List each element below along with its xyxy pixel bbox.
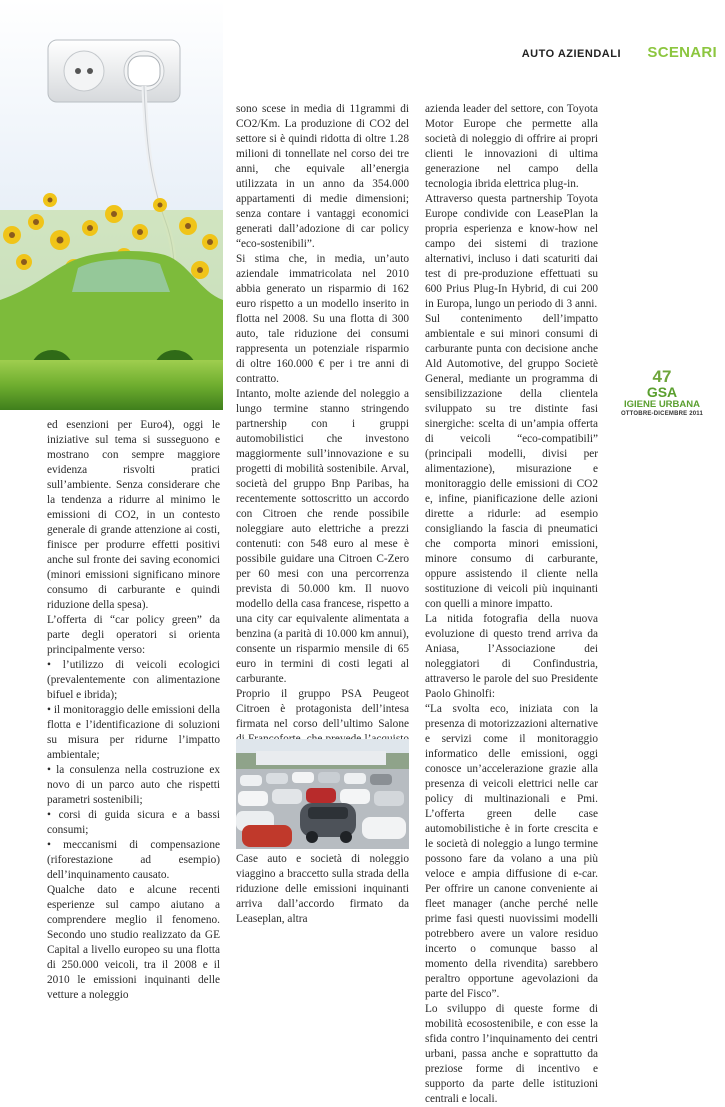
page-header: [305, 44, 725, 68]
page-number: 47: [652, 367, 672, 386]
magazine-logo-name: IGIENE URBANA: [623, 399, 700, 410]
paragraph: ed esenzioni per Euro4), oggi le iniziative sul tema si susseguono e mostrano con sempre maggiore evidenza risvolti pratici sull’ambiente. Senza considerare che la tendenza a ridurre al minimo le emissioni di CO2, in un contesto generale di grande attenzione ai costi, finisce per produrre effetti positivi anche sul fronte dei saving economici (minori emissioni significano minore consumo di carburante e quindi riduzione della spesa).: [47, 419, 220, 611]
paragraph: “La svolta eco, iniziata con la presenza di motorizzazioni alternative e servizi come il monitoraggio informatico delle emissioni, oggi conosce un’accelerazione grazie alla presenza di veicoli elettrici nelle car policy di multinazionali e Pmi. L’offerta green delle case automobilistiche è in forte crescita e le società di noleggio a lungo termine possono fare da volano a una più veloce e ampia diffusione di e-car. Per offrire un canone conveniente ai fleet manager (anche perché nelle prime fasi questi nuovissimi modelli potrebbero avere un valore residuo incerto o comunque basso al momento della rivendita) sarebbero peraltro opportune agevolazioni da parte del Fisco”.: [425, 703, 598, 1000]
issue-date: OTTOBRE-DICEMBRE 2011: [620, 411, 704, 417]
paragraph: sono scese in media di 11grammi di CO2/Km. La produzione di CO2 del settore si è quindi ridotta di oltre 1.28 milioni di tonnellate nel corso dei tre anni, che equivale all’energia utilizzata in un anno da 354.000 appartamenti di medie dimensioni; senza contare i vantaggi economici generati dall’adozione di car policy “eco-sostenibili”.: [236, 103, 409, 250]
bullet-item: • meccanismi di compensazione (riforestazione ad esempio) dell’inquinamento causato.: [47, 839, 220, 881]
plug-car-graphic: [0, 0, 223, 410]
paragraph: Sul contenimento dell’impatto ambientale e sui minori consumi di carburante punta con decisione anche Ald Automotive, del gruppo Societè General, mediante un programma di sensibilizzazione della clientela sviluppato su tre distinte fasi sinergiche: scelta di un’ampia offerta di veicoli “eco-compatibili” (principali modelli, divisi per alimentazione), misurazione e monitoraggio delle emissioni di CO2 e, infine, pianificazione delle azioni dirette a ridurle: ad esempio consigliando la fascia di pneumatici che comporta minori emissioni, minore consumo di carburante, oppure assistendo il cliente nella sostituzione di veicoli più inquinanti con quelli a minore impatto.: [425, 313, 598, 610]
section-label: AUTO AZIENDALI: [521, 48, 621, 60]
magazine-logo-gsa: GSA: [646, 384, 678, 400]
category-label: SCENARI: [647, 44, 717, 61]
folio: [607, 368, 717, 418]
bullet-item: • il monitoraggio delle emissioni della flotta e l’identificazione di soluzioni su misura per ridurne l’impatto ambientale;: [47, 704, 220, 761]
text-column-1: [47, 418, 220, 1003]
paragraph: Lo sviluppo di queste forme di mobilità ecosostenibile, e con esse la sfida contro l’inquinamento dei centri urbani, passa anche e soprattutto da preziose forme di incentivo e supporto da parte delle istituzioni centrali e locali.: [425, 1003, 598, 1105]
paragraph: azienda leader del settore, con Toyota Motor Europe che permette alla società di noleggio di offrire ai propri clienti le innovazioni di ultima generazione nel campo della tecnologia ibrida elettrica plug-in.: [425, 103, 598, 190]
paragraph: La nitida fotografia della nuova evoluzione di questo trend arriva da Aniasa, l’Associazione dei noleggiatori di Confindustria, attraverso le parole del suo Presidente Paolo Ghinolfi:: [425, 613, 598, 700]
paragraph: Si stima che, in media, un’auto aziendale immatricolata nel 2010 abbia generato un risparmio di 162 euro rispetto a un modello inserito in flotta nel 2008. Su una flotta di 300 auto, tale riduzione dei consumi rappresenta un potenziale risparmio di oltre 160.000 € per i tre anni di contratto.: [236, 253, 409, 385]
paragraph: Proprio il gruppo PSA Peugeot Citroen è protagonista dell’intesa firmata nel corso dell’ultimo Salone Case auto e società di noleggio viaggino a braccetto sulla strada della riduzione delle emissioni inquinanti arriva dall’accordo firmato da Leaseplan, altra: [236, 688, 409, 925]
paragraph: Qualche dato e alcune recenti esperienze sul campo aiutano a comprendere meglio il fenomeno. Secondo uno studio realizzato da GE Capital a livello europeo su una flotta di 250.000 veicoli, tra il 2008 e il 2010 le emissioni inquinanti delle vetture a noleggio: [47, 884, 220, 1001]
paragraph: L’offerta di “car policy green” da parte degli operatori si orienta principalmente verso:: [47, 614, 220, 656]
paragraph: Attraverso questa partnership Toyota Europe condivide con LeasePlan la propria esperienza e know-how nel campo dei sistemi di trazione alternativi, incluso i dati scaturiti dai test di pre-produzione effettuati su 600 Prius Plug-In Hybrid, di cui 200 in Europa, lungo un periodo di 3 anni.: [425, 193, 598, 310]
paragraph: Intanto, molte aziende del noleggio a lungo termine stanno stringendo partnership con i gruppi automobilistici che investono maggiormente sull’innovazione e su progetti di mobilità sostenibile. Arval, società del gruppo Bnp Paribas, ha recentemente sottoscritto un accordo con Citroen che rende possibile noleggiare auto elettriche a prezzi contenuti: con 548 euro al mese è possibile guidare una Citroen C-Zero per 60 mesi con una percorrenza prevista di 50.000 km. Il nuovo modello della casa francese, rispetto a una city car equivalente alimentata a benzina (a parità di 10.000 km annui), consente un risparmio mensile di 65 euro in termini di costi legati al carburante.: [236, 388, 409, 685]
text-column-3: [425, 102, 598, 1107]
hero-illustration: [0, 0, 223, 410]
car-dealership-photo: [236, 739, 409, 849]
bullet-item: • corsi di guida sicura e a bassi consumi;: [47, 809, 220, 836]
bullet-item: • l’utilizzo di veicoli ecologici (prevalentemente con alimentazione bifuel e ibrida);: [47, 659, 220, 701]
wall-socket: [48, 40, 180, 102]
bullet-item: • la consulenza nella costruzione ex novo di un parco auto che rispetti parametri sostenibili;: [47, 764, 220, 806]
